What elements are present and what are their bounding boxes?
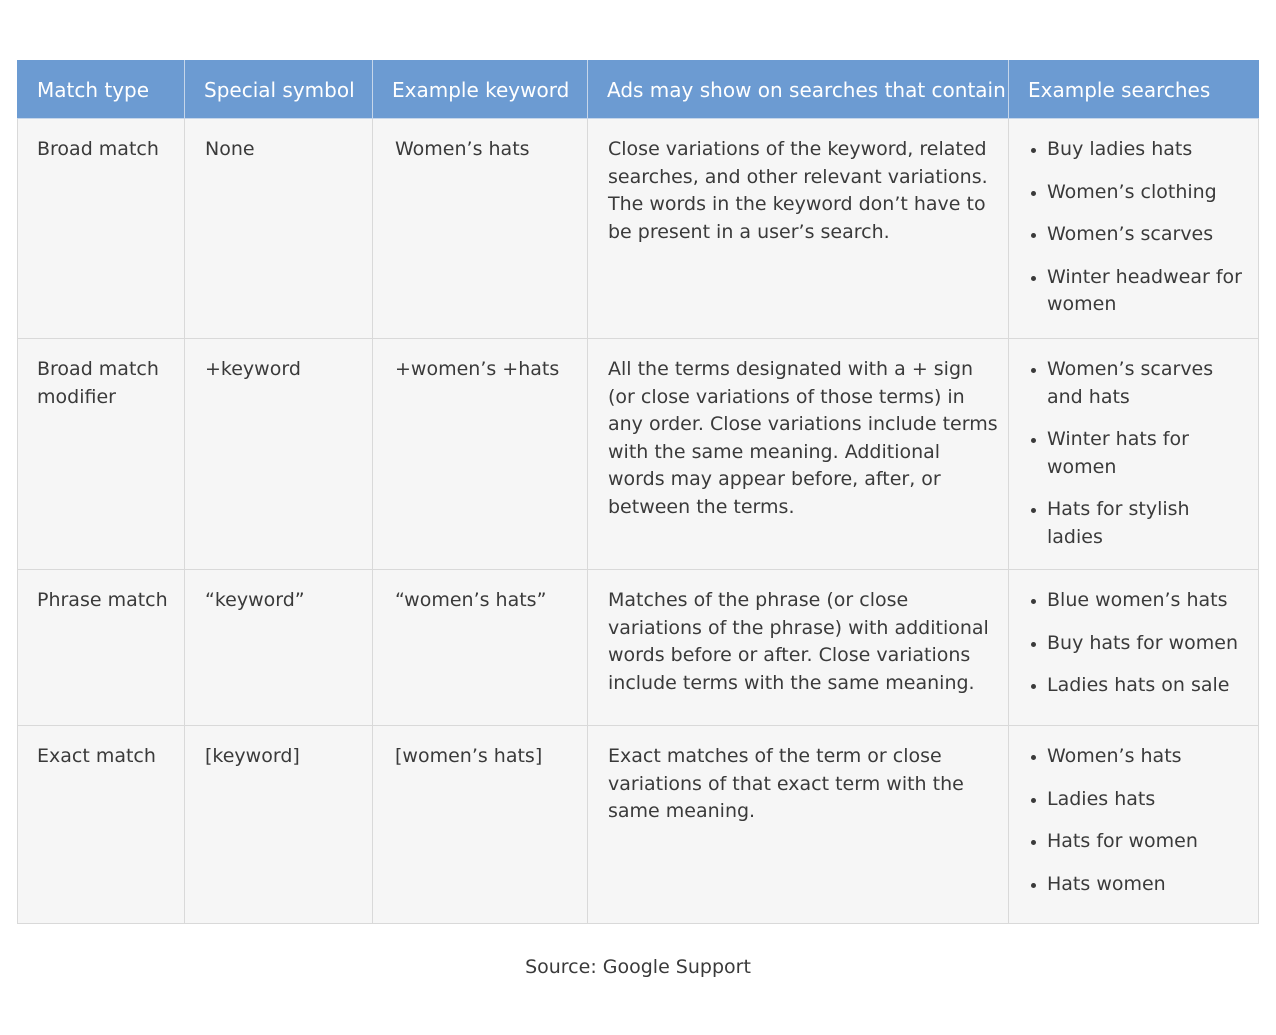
search-list: [1029, 356, 1250, 551]
description-cell: Close variations of the keyword, related searches, and other relevant variations. The words in the keyword don’t have to be present in a user’s search.: [588, 119, 1009, 339]
search-item: Women’s hats: [1029, 743, 1250, 771]
search-item: Ladies hats: [1029, 786, 1250, 814]
table-row: [18, 726, 1259, 924]
header-ads-may-show: Ads may show on searches that contain: [588, 61, 1009, 119]
search-item: Women’s scarves and hats: [1029, 356, 1250, 411]
search-item: Buy ladies hats: [1029, 136, 1250, 164]
searches-cell: [1009, 726, 1259, 924]
table-row: [18, 119, 1259, 339]
searches-cell: [1009, 339, 1259, 570]
match-type-cell: Exact match: [18, 726, 185, 924]
symbol-cell: None: [185, 119, 373, 339]
example-keyword-cell: Women’s hats: [373, 119, 588, 339]
example-keyword-cell: [women’s hats]: [373, 726, 588, 924]
symbol-cell: +keyword: [185, 339, 373, 570]
search-item: Women’s scarves: [1029, 221, 1250, 249]
description-cell: All the terms designated with a + sign (or close variations of those terms) in any order. Close variations include terms with the same meaning. Additional words may appear before, after, or between the terms.: [588, 339, 1009, 570]
search-item: Winter headwear for women: [1029, 264, 1250, 319]
header-example-keyword: Example keyword: [373, 61, 588, 119]
searches-cell: [1009, 119, 1259, 339]
match-type-cell: Broad match: [18, 119, 185, 339]
example-keyword-cell: +women’s +hats: [373, 339, 588, 570]
symbol-cell: “keyword”: [185, 570, 373, 726]
header-row: [18, 61, 1259, 119]
example-keyword-cell: “women’s hats”: [373, 570, 588, 726]
header-example-searches: Example searches: [1009, 61, 1259, 119]
search-list: [1029, 587, 1250, 700]
match-types-table: [17, 60, 1259, 924]
table-row: [18, 339, 1259, 570]
symbol-cell: [keyword]: [185, 726, 373, 924]
search-item: Women’s clothing: [1029, 179, 1250, 207]
header-match-type: Match type: [18, 61, 185, 119]
search-item: Hats women: [1029, 871, 1250, 899]
source-caption: Source: Google Support: [525, 956, 751, 978]
match-type-cell: Broad match modifier: [18, 339, 185, 570]
search-item: Ladies hats on sale: [1029, 672, 1250, 700]
search-list: [1029, 136, 1250, 319]
search-item: Hats for women: [1029, 828, 1250, 856]
search-item: Buy hats for women: [1029, 630, 1250, 658]
search-item: Blue women’s hats: [1029, 587, 1250, 615]
header-special-symbol: Special symbol: [185, 61, 373, 119]
searches-cell: [1009, 570, 1259, 726]
search-item: Hats for stylish ladies: [1029, 496, 1250, 551]
search-item: Winter hats for women: [1029, 426, 1250, 481]
match-type-cell: Phrase match: [18, 570, 185, 726]
description-cell: Exact matches of the term or close variations of that exact term with the same meaning.: [588, 726, 1009, 924]
search-list: [1029, 743, 1250, 898]
description-cell: Matches of the phrase (or close variations of the phrase) with additional words before or after. Close variations include terms with the same meaning.: [588, 570, 1009, 726]
table-row: [18, 570, 1259, 726]
